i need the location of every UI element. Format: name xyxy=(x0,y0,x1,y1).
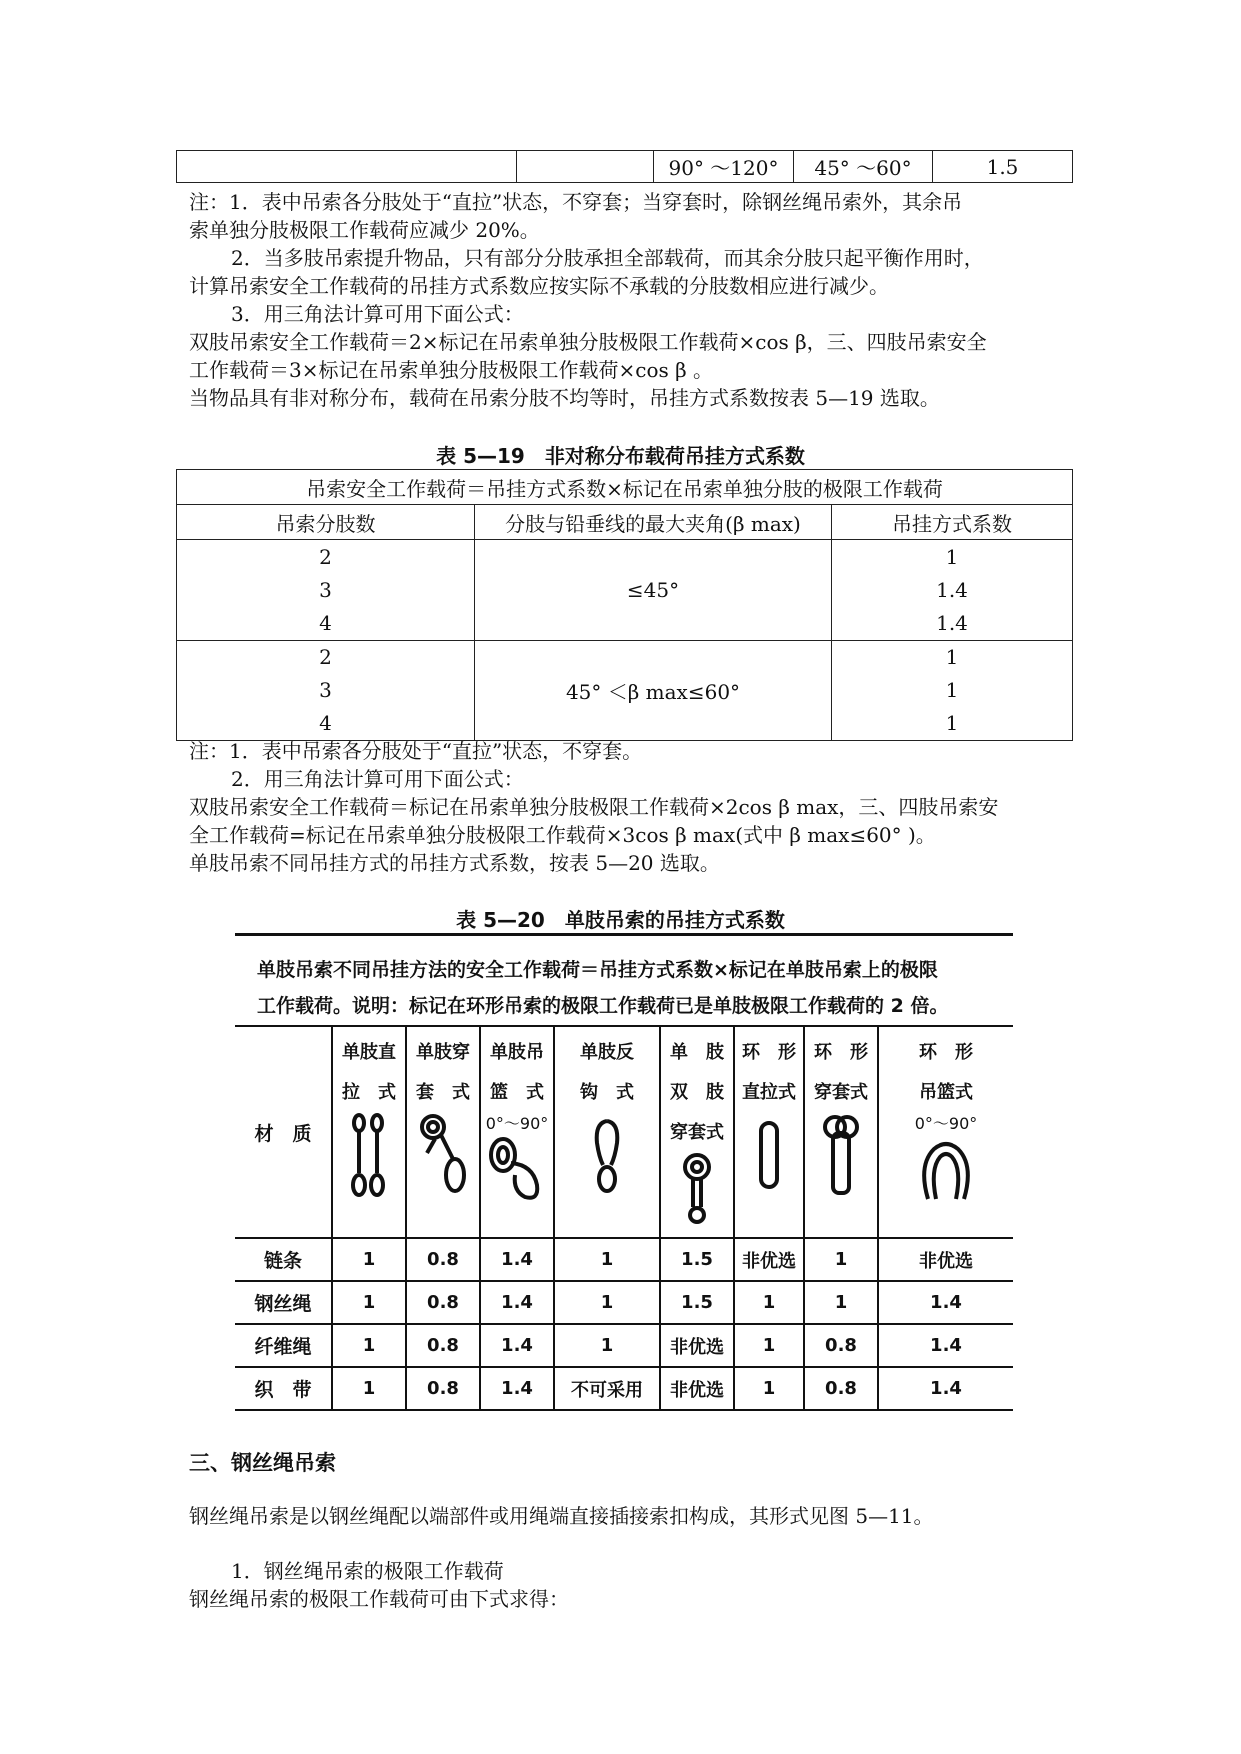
factor-cell: 1 xyxy=(554,1281,660,1324)
body-line: 当物品具有非对称分布，载荷在吊索分肢不均等时，吊挂方式系数按表 5—19 选取。 xyxy=(189,386,940,410)
subsection-title: 1．钢丝绳吊索的极限工作载荷 xyxy=(231,1559,504,1583)
table-header-cell: 分肢与铅垂线的最大夹角(β max) xyxy=(475,505,832,540)
formula-line: 全工作载荷=标记在吊索单独分肢极限工作载荷×3cos β max(式中 β max≤60° )。 xyxy=(189,823,936,847)
column-label-line: 环 形 xyxy=(919,1042,973,1063)
factor-value: 1 xyxy=(945,645,959,669)
column-label xyxy=(333,1027,405,1113)
factor-cell: 非优选 xyxy=(660,1367,734,1410)
column-header xyxy=(480,1026,554,1238)
material-cell: 纤维绳 xyxy=(235,1324,332,1367)
column-label-line: 单肢穿 xyxy=(416,1042,470,1063)
column-header xyxy=(734,1026,804,1238)
column-header xyxy=(660,1026,734,1238)
factor-cell xyxy=(832,641,1073,741)
endless-basket-sling-icon xyxy=(906,1135,986,1207)
table-cell xyxy=(177,151,517,183)
table-row xyxy=(177,540,1073,641)
factor-cell: 1.4 xyxy=(878,1281,1013,1324)
angle-cell: 45° ＜β max≤60° xyxy=(475,641,832,741)
column-label xyxy=(805,1027,877,1113)
table-520-header-line: 单肢吊索不同吊挂方法的安全工作载荷＝吊挂方式系数×标记在单肢吊索上的极限 xyxy=(257,959,938,981)
material-header: 材 质 xyxy=(235,1026,332,1238)
material-cell: 链条 xyxy=(235,1238,332,1281)
factor-cell: 1.4 xyxy=(878,1367,1013,1410)
table-header-cell: 吊索分肢数 xyxy=(177,505,475,540)
factor-cell: 1 xyxy=(804,1281,878,1324)
table-519-formula: 吊索安全工作载荷＝吊挂方式系数×标记在吊索单独分肢的极限工作载荷 xyxy=(177,470,1073,505)
factor-cell: 不可采用 xyxy=(554,1367,660,1410)
column-label-line: 拉 式 xyxy=(342,1082,396,1103)
column-label-line: 单肢吊 xyxy=(490,1042,544,1063)
column-label-line: 吊篮式 xyxy=(919,1082,973,1103)
column-label-line: 穿套式 xyxy=(814,1082,868,1103)
legs-value: 4 xyxy=(319,711,332,735)
factor-cell: 1 xyxy=(554,1238,660,1281)
factor-value: 1 xyxy=(945,711,959,735)
formula-line: 双肢吊索安全工作载荷＝标记在吊索单独分肢极限工作载荷×2cos β max，三、四肢吊索安 xyxy=(189,795,999,819)
factor-cell: 1 xyxy=(554,1324,660,1367)
table-520-caption: 表 5—20 单肢吊索的吊挂方式系数 xyxy=(456,908,785,932)
factor-cell: 1 xyxy=(332,1281,406,1324)
column-label xyxy=(735,1027,803,1113)
factor-cell: 0.8 xyxy=(804,1367,878,1410)
table-520-scan xyxy=(235,933,1013,1403)
table-cell xyxy=(517,151,654,183)
angle-range-label: 0°～90° xyxy=(485,1114,549,1133)
column-label-line: 单 肢 xyxy=(670,1042,724,1063)
table-cell: 45° ～60° xyxy=(794,151,933,183)
table-row xyxy=(235,1238,1013,1281)
endless-vertical-sling-icon xyxy=(741,1113,797,1203)
table-cell: 1.5 xyxy=(933,151,1073,183)
legs-cell xyxy=(177,540,475,641)
table-header-row xyxy=(235,1026,1013,1238)
factor-cell: 1 xyxy=(734,1324,804,1367)
factor-cell: 1.4 xyxy=(480,1281,554,1324)
note-line: 2．当多肢吊索提升物品，只有部分分肢承担全部载荷，而其余分肢只起平衡作用时， xyxy=(231,246,984,270)
legs-value: 2 xyxy=(319,544,332,569)
column-header xyxy=(878,1026,1013,1238)
column-label-line: 单肢直 xyxy=(342,1042,396,1063)
section-heading: 三、钢丝绳吊索 xyxy=(189,1451,336,1475)
factor-value: 1 xyxy=(945,678,959,702)
note-line: 注：1．表中吊索各分肢处于“直拉”状态，不穿套。 xyxy=(189,739,643,763)
table-header-cell: 吊挂方式系数 xyxy=(832,505,1073,540)
legs-value: 4 xyxy=(319,610,332,635)
table-519 xyxy=(176,469,1073,741)
factor-cell: 1.4 xyxy=(480,1367,554,1410)
formula-line: 双肢吊索安全工作载荷＝2×标记在吊索单独分肢极限工作载荷×cos β，三、四肢吊索安全 xyxy=(189,330,987,354)
column-header xyxy=(804,1026,878,1238)
factor-cell: 1 xyxy=(734,1281,804,1324)
column-label-line: 单肢反 xyxy=(580,1042,634,1063)
factor-cell: 1 xyxy=(332,1324,406,1367)
column-label-line: 环 形 xyxy=(742,1042,796,1063)
factor-cell: 1 xyxy=(332,1367,406,1410)
legs-value: 3 xyxy=(319,678,332,702)
column-label-line: 穿套式 xyxy=(670,1122,724,1143)
table-row xyxy=(177,470,1073,505)
column-label-line: 钩 式 xyxy=(580,1082,634,1103)
angle-cell: ≤45° xyxy=(475,540,832,641)
factor-cell: 非优选 xyxy=(660,1324,734,1367)
factor-cell: 非优选 xyxy=(734,1238,804,1281)
factor-cell: 0.8 xyxy=(406,1324,480,1367)
column-label xyxy=(481,1027,553,1113)
column-header xyxy=(554,1026,660,1238)
material-cell: 钢丝绳 xyxy=(235,1281,332,1324)
note-line: 计算吊索安全工作载荷的吊挂方式系数应按实际不承载的分肢数相应进行减少。 xyxy=(189,274,889,298)
table-row xyxy=(177,641,1073,741)
table-row xyxy=(235,1367,1013,1410)
single-leg-choke-sling-icon xyxy=(413,1113,473,1203)
factor-cell: 1 xyxy=(734,1367,804,1410)
body-line: 单肢吊索不同吊挂方式的吊挂方式系数，按表 5—20 选取。 xyxy=(189,851,720,875)
legs-value: 2 xyxy=(319,645,332,669)
column-label-line: 篮 式 xyxy=(490,1082,544,1103)
factor-cell xyxy=(832,540,1073,641)
legs-value: 3 xyxy=(319,577,332,602)
table-header-row xyxy=(177,505,1073,540)
factor-value: 1.4 xyxy=(936,610,968,635)
factor-cell: 1.4 xyxy=(480,1238,554,1281)
factor-value: 1 xyxy=(945,544,959,569)
table-520 xyxy=(235,1025,1013,1411)
column-label xyxy=(879,1027,1013,1113)
note-line: 2．用三角法计算可用下面公式： xyxy=(231,767,524,791)
double-leg-choke-sling-icon xyxy=(667,1153,727,1225)
factor-cell: 非优选 xyxy=(878,1238,1013,1281)
factor-cell: 1.5 xyxy=(660,1281,734,1324)
legs-cell xyxy=(177,641,475,741)
table-row xyxy=(235,1324,1013,1367)
note-line: 注：1．表中吊索各分肢处于“直拉”状态，不穿套；当穿套时，除钢丝绳吊索外，其余吊 xyxy=(189,190,963,214)
column-header xyxy=(406,1026,480,1238)
body-line: 钢丝绳吊索的极限工作载荷可由下式求得： xyxy=(189,1587,569,1611)
factor-cell: 1 xyxy=(804,1238,878,1281)
column-label xyxy=(661,1027,733,1153)
body-line: 钢丝绳吊索是以钢丝绳配以端部件或用绳端直接插接索扣构成，其形式见图 5—11。 xyxy=(189,1504,934,1528)
factor-cell: 0.8 xyxy=(406,1281,480,1324)
factor-cell: 0.8 xyxy=(406,1238,480,1281)
factor-value: 1.4 xyxy=(936,577,968,602)
table-row xyxy=(177,151,1073,183)
table-520-header-line: 工作载荷。说明：标记在环形吊索的极限工作载荷已是单肢极限工作载荷的 2 倍。 xyxy=(257,995,949,1017)
factor-cell: 0.8 xyxy=(406,1367,480,1410)
factor-cell: 1.4 xyxy=(878,1324,1013,1367)
single-leg-reverse-hook-sling-icon xyxy=(577,1113,637,1203)
column-label xyxy=(555,1027,659,1113)
column-label-line: 双 肢 xyxy=(670,1082,724,1103)
table-519-caption: 表 5—19 非对称分布载荷吊挂方式系数 xyxy=(436,444,805,468)
factor-cell: 1 xyxy=(332,1238,406,1281)
endless-choke-sling-icon xyxy=(811,1113,871,1203)
factor-cell: 1.4 xyxy=(480,1324,554,1367)
single-leg-basket-sling-icon xyxy=(485,1135,549,1207)
material-cell: 织 带 xyxy=(235,1367,332,1410)
table-row xyxy=(235,1281,1013,1324)
factor-cell: 0.8 xyxy=(804,1324,878,1367)
column-label-line: 套 式 xyxy=(416,1082,470,1103)
angle-range-label: 0°～90° xyxy=(914,1114,978,1133)
column-header xyxy=(332,1026,406,1238)
column-label-line: 直拉式 xyxy=(742,1082,796,1103)
factor-cell: 1.5 xyxy=(660,1238,734,1281)
note-line: 3．用三角法计算可用下面公式： xyxy=(231,302,524,326)
column-label xyxy=(407,1027,479,1113)
top-table-fragment xyxy=(176,150,1073,183)
table-cell: 90° ～120° xyxy=(654,151,794,183)
top-rule xyxy=(235,933,1013,936)
formula-line: 工作载荷＝3×标记在吊索单独分肢极限工作载荷×cos β 。 xyxy=(189,358,714,382)
column-label-line: 环 形 xyxy=(814,1042,868,1063)
single-leg-vertical-sling-icon xyxy=(339,1113,399,1203)
note-line: 索单独分肢极限工作载荷应减少 20%。 xyxy=(189,218,540,242)
